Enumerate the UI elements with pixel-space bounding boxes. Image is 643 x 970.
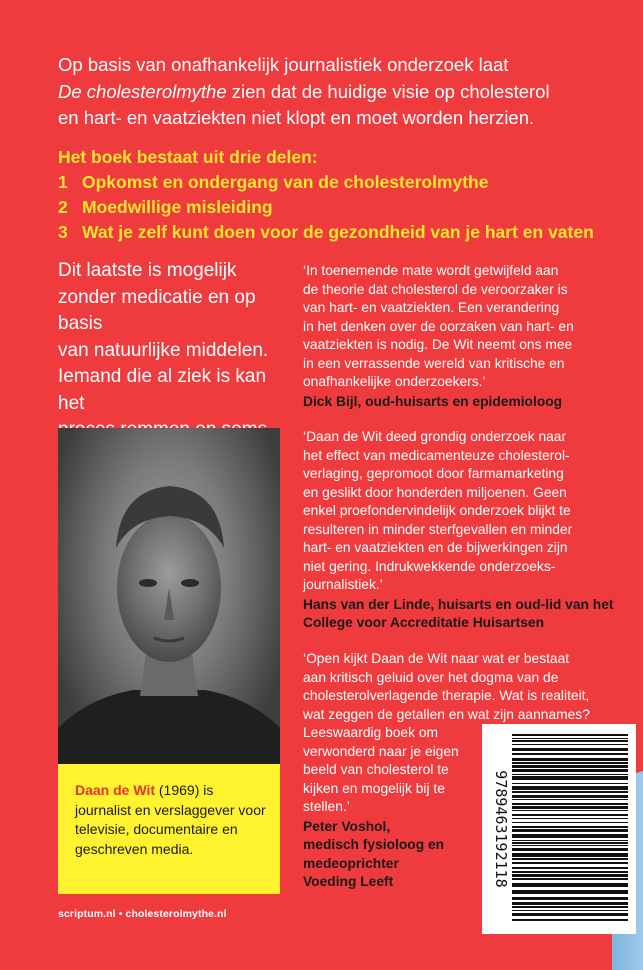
barcode-graphic (482, 724, 636, 934)
barcode-bar (512, 814, 628, 816)
quote-line: ‘In toenemende mate wordt getwijfeld aan (303, 263, 559, 278)
barcode-bar (512, 765, 628, 768)
barcode-bar (512, 799, 628, 800)
barcode-bar (512, 758, 628, 761)
parts-list (58, 145, 628, 245)
barcode-bar (512, 810, 628, 811)
barcode-bar (512, 840, 628, 841)
quote-author (303, 818, 453, 892)
barcode-bar (512, 874, 628, 877)
barcode-bar (512, 818, 628, 819)
parts-heading: Het boek bestaat uit drie delen: (58, 147, 318, 167)
quote-line: onafhankelijke onderzoekers.’ (303, 374, 486, 389)
quote-line: wat zeggen de getallen en wat zijn aannames? (303, 706, 590, 722)
quote-line: in een verrassende wereld van kritische en (303, 355, 565, 371)
barcode-bar (512, 740, 628, 742)
intro-line-2-rest: zien dat de huidige visie op cholesterol (226, 80, 550, 102)
quote-2 (303, 428, 628, 633)
quote-author: Hans van der Linde, huisarts en oud-lid van het College voor Accreditatie Huisartsen (303, 596, 614, 630)
intro-line-2 (58, 79, 618, 106)
part-text: Moedwillige misleiding (82, 197, 273, 217)
quote-line: enkel proefondervindelijk onderzoek blijkt te (303, 503, 571, 518)
footer-links: scriptum.nl • cholesterolmythe.nl (58, 908, 227, 920)
quote-author: Dick Bijl, oud-huisarts en epidemioloog (303, 393, 563, 409)
barcode-bars (512, 734, 628, 921)
isbn-digits: 9789463192118 (492, 770, 510, 888)
barcode-bar (512, 822, 628, 823)
barcode-bar (512, 845, 628, 846)
part-item (58, 195, 628, 220)
barcode-bar (512, 762, 628, 764)
barcode-bar (512, 783, 628, 784)
quote-line: stellen.’ (303, 799, 350, 814)
barcode-bar (512, 890, 628, 894)
quote-line: resulteren in minder sterfgevallen en minder (303, 521, 573, 537)
barcode-bar (512, 738, 628, 739)
quote-line: verwonderd naar je eigen (303, 743, 459, 759)
barcode-bar (512, 776, 628, 780)
lead-line: van natuurlijke middelen. (58, 339, 269, 361)
part-number: 3 (58, 222, 68, 242)
quote-line: Leeswaardig boek om (303, 725, 438, 740)
quote-author-line: Voeding Leeft (303, 874, 394, 889)
barcode-bar (512, 753, 628, 755)
barcode-bar (512, 853, 628, 857)
lead-line: Iemand die al ziek is kan het (58, 366, 267, 414)
quote-author-line: Peter Voshol, (303, 818, 391, 834)
barcode-bar (512, 862, 628, 864)
barcode-bar (512, 871, 628, 873)
barcode-bar (512, 842, 628, 844)
author-photo (58, 428, 280, 764)
quote-line: niet gering. Indrukwekkende onderzoeks- (303, 558, 556, 574)
quote-line: aan kritisch geluid over het dogma van de (303, 669, 559, 685)
barcode-bar (512, 867, 628, 869)
quote-line: cholesterolverlagende therapie. Wat is realiteit, (303, 688, 590, 703)
book-title: De cholesterolmythe (58, 80, 227, 102)
barcode-bar (512, 791, 628, 793)
quote-line: de theorie dat cholesterol de veroorzaker is (303, 281, 568, 297)
barcode-bar (512, 906, 628, 908)
barcode-bar (512, 748, 628, 751)
barcode-bar (512, 786, 628, 790)
part-item (58, 220, 628, 245)
barcode-bar (512, 795, 628, 798)
barcode-bar (512, 769, 628, 772)
quote-line: ‘Open kijkt Daan de Wit naar wat er bestaat (303, 651, 570, 666)
quote-line: beeld van cholesterol te (303, 762, 449, 777)
part-number: 2 (58, 197, 68, 217)
barcode-bar (512, 858, 628, 860)
quote-line: van hart- en vaatziekten. Een verandering (303, 300, 560, 315)
quote-line: het effect van medicamenteuze cholesterol- (303, 447, 570, 463)
author-portrait-illustration (58, 428, 280, 764)
barcode-bar (512, 744, 628, 745)
intro-paragraph (58, 52, 618, 132)
barcode-bar (512, 878, 628, 880)
part-text: Opkomst en ondergang van de cholesterolmythe (82, 172, 489, 192)
barcode-bar (512, 774, 628, 775)
part-number: 1 (58, 172, 68, 192)
barcode-bar (512, 848, 628, 851)
barcode-bar (512, 734, 628, 736)
lead-line: zonder medicatie en op basis (58, 286, 256, 334)
barcode-bar (512, 897, 628, 900)
part-item (58, 170, 628, 195)
quote-author-line: medisch fysioloog en (303, 837, 445, 852)
barcode-bar (512, 919, 628, 921)
author-name: Daan de Wit (75, 782, 155, 798)
author-bio-text: (1969) is journalist en verslaggever voor televisie, documentaire en geschreven media. (75, 782, 266, 857)
intro-line-3: en hart- en vaatziekten niet klopt en moet worden herzien. (58, 107, 535, 128)
quote-line: verlaging, gepromoot door farmamarketing (303, 466, 564, 481)
quote-line: ‘Daan de Wit deed grondig onderzoek naar (303, 429, 567, 444)
author-bio-box (58, 764, 280, 894)
lead-line: Dit laatste is mogelijk (58, 260, 237, 281)
quote-line: journalistiek.’ (303, 577, 383, 592)
barcode-bar (512, 803, 628, 805)
barcode-bar (512, 902, 628, 905)
barcode-bar (512, 883, 628, 887)
quote-line: en geslikt door honderden miljoenen. Geen (303, 484, 567, 500)
barcode-bar (512, 910, 628, 911)
quote-author-line: medeoprichter (303, 855, 399, 871)
quote-line: vaatziekten is nodig. De Wit neemt ons mee (303, 337, 573, 352)
quote-1 (303, 262, 628, 411)
intro-line-1: Op basis van onafhankelijk journalistiek onderzoek laat (58, 54, 509, 75)
barcode-bar (512, 829, 628, 832)
barcode-bar (512, 806, 628, 809)
part-text: Wat je zelf kunt doen voor de gezondheid van je hart en vaten (82, 222, 594, 242)
isbn-barcode (482, 724, 636, 934)
quote-line: in het denken over de oorzaken van hart- en (303, 318, 574, 334)
barcode-bar (512, 834, 628, 838)
barcode-bar (512, 913, 628, 916)
quote-line: hart- en vaatziekten en de bijwerkingen zijn (303, 540, 568, 555)
quote-line: kijken en mogelijk bij te (303, 780, 445, 796)
barcode-bar (512, 826, 628, 828)
